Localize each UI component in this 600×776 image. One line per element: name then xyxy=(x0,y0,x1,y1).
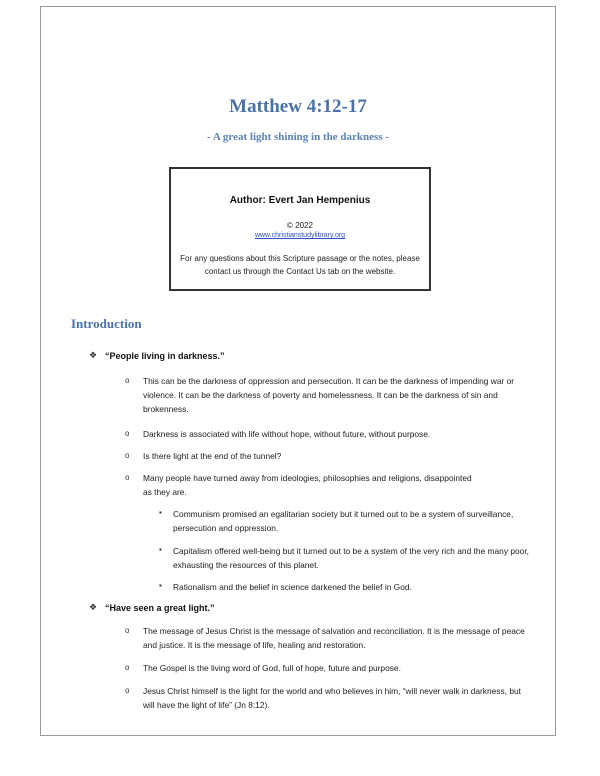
contact-note: For any questions about this Scripture passage or the notes, please contact us through the Contact Us tab on the website. xyxy=(180,254,420,276)
section-heading-introduction: Introduction xyxy=(71,316,142,331)
point-heading-text: “Have seen a great light.” xyxy=(105,603,215,613)
website-link[interactable]: www.christianstudylibrary.org xyxy=(254,232,346,239)
diamond-bullet-icon: ❖ xyxy=(89,350,98,360)
copyright-notice: © 2022 xyxy=(287,221,313,230)
document-subtitle: - A great light shining in the darkness - xyxy=(207,131,389,143)
document-page xyxy=(40,6,556,736)
square-bullet-icon: ▪ xyxy=(159,545,162,554)
author-name: Author: Evert Jan Hempenius xyxy=(229,195,371,206)
sub-list-item-text: Rationalism and the belief in science darkened the belief in God. xyxy=(173,582,412,592)
sub-list-item-text: Communism promised an egalitarian society but it turned out to be a system of surveillance, persecution and oppression. xyxy=(173,509,514,533)
list-item-text: The message of Jesus Christ is the message of salvation and reconciliation. It is the message of peace and justice. It is the message of life, healing and restoration. xyxy=(143,626,525,650)
circle-bullet-icon: o xyxy=(125,451,130,460)
document-title: Matthew 4:12-17 xyxy=(229,96,367,117)
diamond-bullet-icon: ❖ xyxy=(89,602,98,612)
circle-bullet-icon: o xyxy=(125,376,130,385)
square-bullet-icon: ▪ xyxy=(159,581,162,590)
author-box xyxy=(169,167,431,291)
list-item-text: Is there light at the end of the tunnel? xyxy=(143,451,282,461)
list-item-text: Darkness is associated with life without hope, without future, without purpose. xyxy=(143,429,431,439)
circle-bullet-icon: o xyxy=(125,686,130,695)
point-heading-text: “People living in darkness.” xyxy=(105,351,225,361)
circle-bullet-icon: o xyxy=(125,626,130,635)
circle-bullet-icon: o xyxy=(125,429,130,438)
list-item-text: The Gospel is the living word of God, full of hope, future and purpose. xyxy=(143,663,401,673)
circle-bullet-icon: o xyxy=(125,473,130,482)
list-item-text: This can be the darkness of oppression and persecution. It can be the darkness of impending war or violence. It can be the darkness of poverty and homelessness. It can be the darkness of sin and brokenness. xyxy=(143,376,515,414)
list-item-text: Many people have turned away from ideologies, philosophies and religions, disappointed as they are. xyxy=(143,473,472,497)
list-item-text: Jesus Christ himself is the light for the world and who believes in him, “will never walk in darkness, but will have the light of life” (Jn 8:12). xyxy=(143,686,521,710)
sub-list-item-text: Capitalism offered well-being but it turned out to be a system of the very rich and the many poor, exhausting the resources of this planet. xyxy=(173,546,529,570)
square-bullet-icon: ▪ xyxy=(159,508,162,517)
circle-bullet-icon: o xyxy=(125,663,130,672)
